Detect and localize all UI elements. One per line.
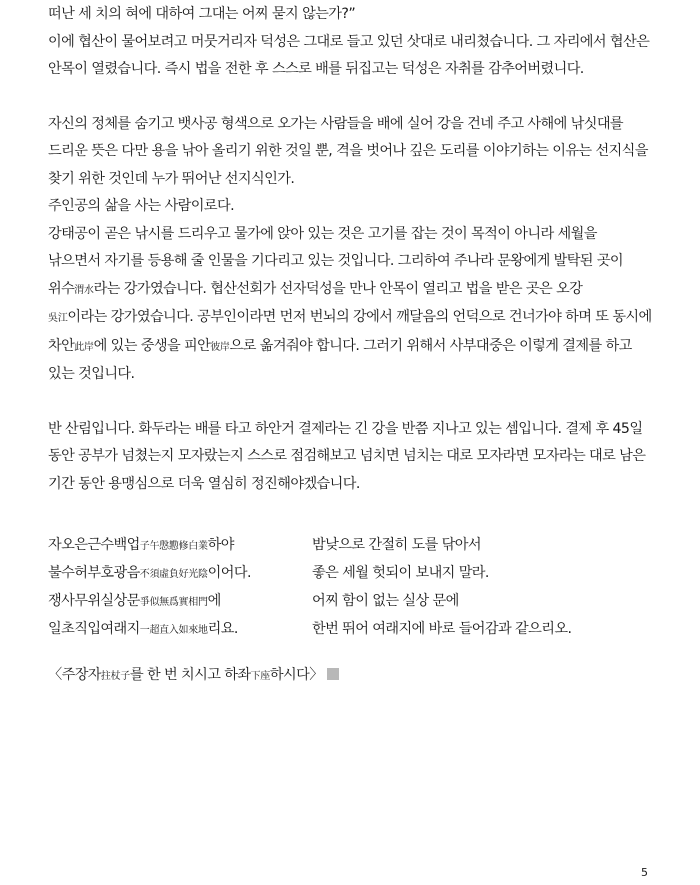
verse-translation: 한번 뛰어 여래지에 바로 들어감과 같으리오. — [312, 621, 572, 637]
hanja-annotation: 渭水 — [74, 284, 94, 296]
paragraph-main — [48, 111, 652, 389]
verse-original — [48, 616, 312, 644]
verse-hangul: 쟁사무위실상문 — [48, 593, 140, 609]
text-run: 라는 강가였습니다. 협산선회가 선자덕성을 만나 안목이 열리고 법을 받은 곳은 오강 — [93, 280, 583, 297]
hanja-annotation: 拄杖子 — [100, 671, 131, 682]
text-paragraph: 자신의 정체를 숨기고 뱃사공 형색으로 오가는 사람들을 배에 실어 강을 건네 주고 사해에 낚싯대를 드리운 뜻은 다만 용을 낚아 올리기 위한 것일 뿐, 격을 벗어나 깊은 도리를 이야기하는 이유는 선지식을 찾기 위한 것인데 누가 뛰어난 선지식인가. — [48, 115, 648, 187]
closing-text: 하시다〉 — [269, 667, 323, 683]
text-run: 으로 옮겨줘야 합니다. 그러기 위해서 사부대중은 이렇게 결제를 하고 있는 것입니다. — [48, 337, 632, 382]
verse-ending: 이어다. — [207, 565, 251, 581]
hanja-annotation: 爭似無爲實相門 — [139, 597, 208, 608]
page-number: 5 — [641, 866, 648, 879]
text-run: 에 있는 중생을 피안 — [93, 337, 211, 354]
verse-ending: 리요. — [207, 621, 238, 637]
text-line: 주인공의 삶을 사는 사람이로다. — [48, 198, 235, 214]
hanja-annotation: 吳江 — [48, 313, 68, 324]
hanja-annotation: 一超直入如來地 — [139, 625, 208, 636]
verse-block — [48, 532, 652, 644]
verse-translation: 밤낮으로 간절히 도를 닦아서 — [312, 537, 481, 553]
text-run: 이라는 강가였습니다. 공부인이라면 먼저 번뇌의 강에서 깨달음의 언덕으로 건너가야 하며 또 동시에 차안 — [48, 309, 652, 354]
hanja-annotation: 子午慇懃修白業 — [139, 541, 208, 552]
verse-line — [48, 588, 652, 616]
verse-line — [48, 560, 652, 588]
closing-text: 〈주장자 — [48, 667, 101, 683]
hanja-annotation: 下座 — [250, 671, 270, 682]
verse-original — [48, 560, 312, 588]
verse-hangul: 일초직입여래지 — [48, 621, 140, 637]
closing-note — [48, 662, 652, 690]
hanja-annotation: 不須虛負好光陰 — [139, 569, 208, 580]
document-body — [48, 0, 652, 690]
verse-translation: 어찌 함이 없는 실상 문에 — [312, 593, 459, 609]
text-line: 떠난 세 치의 혀에 대하여 그대는 어찌 묻지 않는가?” — [48, 6, 356, 22]
closing-text: 를 한 번 치시고 하좌 — [130, 667, 251, 683]
verse-line — [48, 532, 652, 560]
verse-translation: 좋은 세월 헛되이 보내지 말라. — [312, 565, 489, 581]
text-paragraph: 반 산림입니다. 화두라는 배를 타고 하안거 결제라는 긴 강을 반쯤 지나고 있는 셈입니다. 결제 후 45일 동안 공부가 넘쳤는지 모자랐는지 스스로 점검해보고 넘치면 넘치는 대로 모자라면 모자라는 대로 남은 기간 동안 용맹심으로 더욱 열심히 정진해야겠습니다. — [48, 420, 646, 492]
hanja-annotation: 此岸 — [74, 341, 94, 353]
paragraph-intro — [48, 1, 652, 84]
text-run: 강태공이 곧은 낚시를 드리우고 물가에 앉아 있는 것은 고기를 잡는 것이 목적이 아니라 세월을 낚으면서 자기를 등용해 줄 인물을 기다리고 있는 것입니다. 그리하여 주나라 문왕에게 발탁된 곳이 위수 — [48, 225, 624, 297]
end-mark-icon — [327, 668, 339, 680]
verse-original — [48, 588, 312, 616]
verse-hangul: 자오은근수백업 — [48, 537, 140, 553]
verse-line — [48, 616, 652, 644]
verse-ending: 하야 — [207, 537, 234, 553]
verse-original — [48, 532, 312, 560]
hanja-annotation: 彼岸 — [210, 341, 230, 353]
verse-hangul: 불수허부호광음 — [48, 565, 140, 581]
paragraph-summary — [48, 416, 652, 499]
verse-ending: 에 — [207, 593, 221, 609]
text-paragraph: 이에 협산이 물어보려고 머뭇거리자 덕성은 그대로 들고 있던 삿대로 내리쳤습니다. 그 자리에서 협산은 안목이 열렸습니다. 즉시 법을 전한 후 스스로 배를 뒤집고는 덕성은 자취를 감추어버렸니다. — [48, 33, 650, 77]
text-paragraph — [48, 221, 652, 389]
